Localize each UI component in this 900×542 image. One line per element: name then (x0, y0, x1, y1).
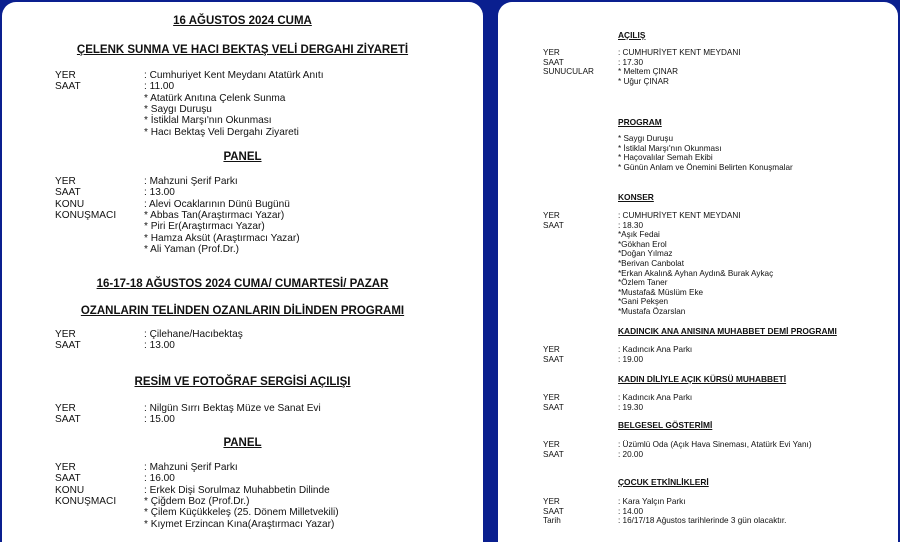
panel-heading-1: PANEL (223, 151, 262, 163)
detail-value: : CUMHURİYET KENT MEYDANI (618, 211, 741, 220)
detail-value: * Saygı Duruşu (618, 134, 674, 143)
detail-value: : Kadıncık Ana Parkı (618, 393, 693, 402)
exhibition-opening-heading: RESİM VE FOTOĞRAF SERGİSİ AÇILIŞI (134, 376, 351, 388)
detail-value: : CUMHURİYET KENT MEYDANI (618, 48, 741, 57)
detail-value: * Çilem Küçükkeleş (25. Dönem Milletvekili) (144, 507, 339, 519)
detail-label: YER (55, 403, 76, 414)
detail-label: YER (543, 345, 560, 354)
panel-heading-2: PANEL (223, 437, 262, 449)
detail-value: *Berivan Canbolat (618, 259, 684, 268)
documentary-heading: BELGESEL GÖSTERİMİ (618, 420, 713, 430)
detail-value: * Atatürk Anıtına Çelenk Sunma (144, 92, 286, 104)
detail-value: * Saygı Duruşu (144, 103, 212, 115)
detail-value: : 11.00 (144, 81, 175, 93)
detail-label: SAAT (543, 506, 564, 516)
detail-label: SAAT (543, 449, 564, 459)
detail-label: KONUŞMACI (55, 495, 117, 507)
ozanlar-program-heading: OZANLARIN TELİNDEN OZANLARIN DİLİNDEN PROGRAMI (80, 305, 405, 317)
detail-value: *Erkan Akalın& Ayhan Aydın& Burak Aykaç (618, 268, 774, 278)
date-heading-aug-16: 16 AĞUSTOS 2024 CUMA (173, 15, 312, 27)
detail-value: * Günün Anlam ve Önemini Belirten Konuşmalar (618, 162, 793, 172)
detail-label: YER (55, 462, 76, 473)
program-page-left (2, 2, 483, 542)
detail-value: *Mustafa& Müslüm Eke (618, 287, 704, 297)
detail-label: KONU (55, 198, 85, 210)
wreath-ceremony-heading: ÇELENK SUNMA VE HACI BEKTAŞ VELİ DERGAHI ZİYARETİ (76, 44, 409, 56)
detail-value: * Kıymet Erzincan Kına(Araştırmacı Yazar) (144, 518, 335, 530)
detail-value: : Alevi Ocaklarının Dünü Bugünü (144, 198, 290, 210)
detail-label: YER (543, 497, 560, 506)
detail-value: *Özlem Taner (618, 278, 668, 288)
detail-label: YER (543, 48, 560, 57)
date-heading-aug-16-18: 16-17-18 AĞUSTOS 2024 CUMA/ CUMARTESİ/ PAZAR (96, 278, 389, 290)
detail-label: SAAT (55, 473, 81, 485)
detail-value: * Çiğdem Boz (Prof.Dr.) (144, 495, 250, 507)
detail-value: : Mahzuni Şerif Parkı (144, 462, 238, 473)
detail-label: YER (543, 440, 560, 449)
detail-value: * Uğur ÇINAR (618, 76, 669, 86)
detail-value: *Gani Pekşen (618, 297, 669, 307)
detail-value: * Abbas Tan(Araştırmacı Yazar) (144, 209, 285, 221)
detail-value: * İstiklal Marşı'nın Okunması (618, 143, 722, 153)
detail-label: YER (55, 70, 76, 81)
detail-value: : 16.00 (144, 473, 175, 485)
opening-heading: AÇILIŞ (618, 30, 646, 40)
detail-value: * Hamza Aksüt (Araştırmacı Yazar) (144, 232, 300, 244)
detail-value: : 13.00 (144, 187, 175, 199)
detail-value: : 16/17/18 Ağustos tarihlerinde 3 gün olacaktır. (618, 516, 787, 526)
detail-label: KONUŞMACI (55, 209, 117, 221)
program-page-right (498, 2, 898, 542)
detail-label: SUNUCULAR (543, 67, 594, 77)
detail-value: : 18.30 (618, 220, 644, 230)
detail-value: : 13.00 (144, 340, 175, 352)
detail-value: * Hacı Bektaş Veli Dergahı Ziyareti (144, 126, 299, 138)
detail-value: * Piri Er(Araştırmacı Yazar) (144, 221, 265, 233)
detail-value: * Meltem ÇINAR (618, 67, 679, 77)
detail-label: SAAT (55, 81, 81, 93)
detail-value: : Erkek Dişi Sorulmaz Muhabbetin Dilinde (144, 484, 330, 496)
detail-label: KONU (55, 484, 85, 496)
detail-label: SAAT (543, 57, 564, 67)
detail-label: YER (543, 393, 560, 402)
detail-value: : Mahzuni Şerif Parkı (144, 176, 238, 187)
detail-label: SAAT (55, 414, 81, 426)
detail-value: : 20.00 (618, 449, 644, 459)
kadincik-ana-heading: KADINCIK ANA ANISINA MUHABBET DEMİ PROGRAMI (618, 326, 837, 336)
detail-value: *Aşık Fedai (618, 230, 660, 240)
detail-value: : Çilehane/Hacıbektaş (144, 329, 243, 340)
detail-label: SAAT (55, 187, 81, 199)
detail-value: : Cumhuriyet Kent Meydanı Atatürk Anıtı (144, 70, 324, 81)
detail-value: * Ali Yaman (Prof.Dr.) (144, 243, 239, 255)
open-forum-heading: KADIN DİLİYLE AÇIK KÜRSÜ MUHABBETİ (618, 374, 787, 384)
detail-value: * İstiklal Marşı'nın Okunması (144, 115, 272, 127)
detail-value: : Nilgün Sırrı Bektaş Müze ve Sanat Evi (144, 403, 321, 414)
concert-heading: KONSER (618, 192, 654, 202)
detail-label: SAAT (543, 402, 564, 412)
detail-label: YER (543, 211, 560, 220)
detail-value: *Doğan Yılmaz (618, 249, 673, 259)
detail-value: : 14.00 (618, 506, 644, 516)
detail-value: *Mustafa Özarslan (618, 307, 686, 316)
detail-label: Tarih (543, 516, 561, 526)
detail-value: : Kadıncık Ana Parkı (618, 345, 693, 354)
children-activities-heading: ÇOCUK ETKİNLİKLERİ (618, 477, 709, 487)
detail-value: : 15.00 (144, 414, 175, 426)
detail-label: SAAT (543, 354, 564, 364)
detail-value: : 19.30 (618, 402, 644, 412)
detail-label: SAAT (55, 340, 81, 352)
detail-value: : Üzümlü Oda (Açık Hava Sineması, Atatürk Evi Yanı) (618, 440, 812, 449)
detail-value: : Kara Yalçın Parkı (618, 497, 686, 506)
detail-value: * Haçovalılar Semah Ekibi (618, 153, 713, 163)
detail-label: YER (55, 176, 76, 187)
program-heading: PROGRAM (618, 117, 662, 127)
detail-label: YER (55, 329, 76, 340)
detail-value: *Gökhan Erol (618, 239, 667, 249)
detail-label: SAAT (543, 220, 564, 230)
detail-value: : 19.00 (618, 354, 644, 364)
detail-value: : 17.30 (618, 57, 644, 67)
